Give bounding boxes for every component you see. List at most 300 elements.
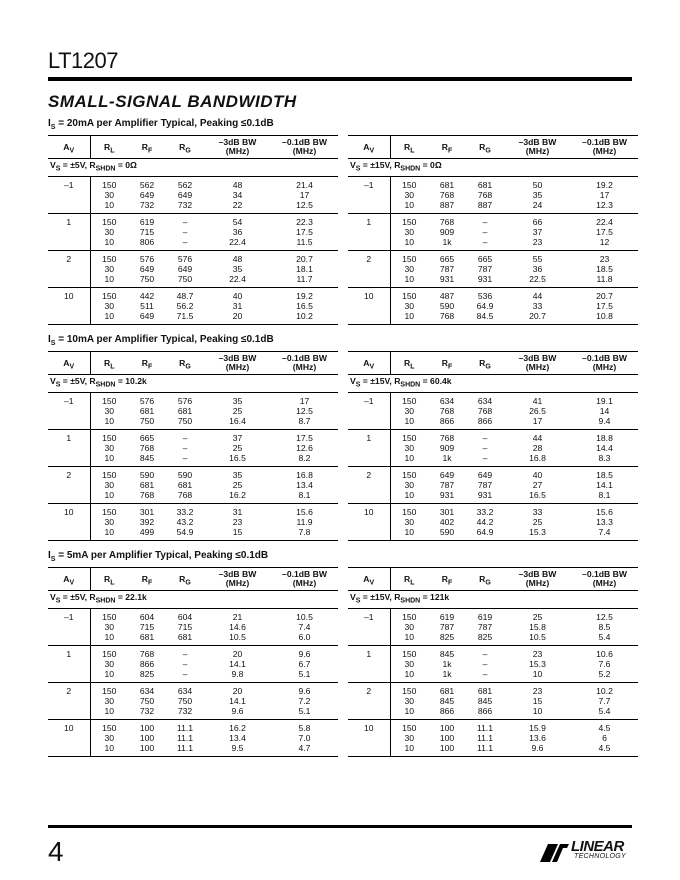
cell-01db-bw: 11.5 bbox=[296, 236, 313, 247]
header-av-sub: V bbox=[69, 148, 75, 155]
cell-rf: 887 bbox=[439, 199, 455, 210]
cell-rl: 150 bbox=[102, 611, 117, 622]
bandwidth-table bbox=[48, 567, 338, 757]
cell-3db-bw: 55 bbox=[532, 253, 543, 264]
cell-rl: 150 bbox=[402, 179, 417, 190]
supply-condition bbox=[48, 591, 338, 609]
header-01db-bw-line2: (MHz) bbox=[592, 362, 617, 372]
header-av-main: A bbox=[63, 574, 70, 585]
cell-rl: 30 bbox=[104, 263, 115, 274]
cell-01db-bw: 13.4 bbox=[296, 479, 313, 490]
header-rf-sub: F bbox=[147, 580, 153, 587]
cell-av bbox=[348, 416, 390, 430]
header-rf bbox=[428, 136, 466, 159]
header-av bbox=[48, 352, 90, 375]
header-av bbox=[348, 136, 390, 159]
supply-condition-row bbox=[348, 159, 638, 177]
cell-3db-bw: 15 bbox=[532, 695, 543, 706]
table-row bbox=[48, 669, 338, 683]
cell-3db-bw: 31 bbox=[232, 506, 243, 517]
header-rf bbox=[128, 136, 166, 159]
cell-3db-bw: 17 bbox=[532, 415, 543, 426]
table-header-row bbox=[48, 568, 338, 591]
cell-3db-bw: 10.5 bbox=[529, 631, 546, 642]
cell-01db-bw: 14.1 bbox=[596, 479, 613, 490]
table-row bbox=[48, 743, 338, 757]
cell-rl: 10 bbox=[104, 310, 115, 321]
cell-av bbox=[48, 517, 90, 527]
supply-condition-row bbox=[48, 591, 338, 609]
cell-01db-bw: 10.2 bbox=[596, 685, 613, 696]
cell-rl: 150 bbox=[102, 685, 117, 696]
table-row bbox=[348, 274, 638, 288]
cell-01db-bw: 7.4 bbox=[598, 526, 611, 537]
cell-rg: – bbox=[182, 648, 188, 659]
cell-3db-bw: 33 bbox=[532, 506, 543, 517]
cell-rf: 619 bbox=[139, 216, 155, 227]
table-row bbox=[48, 645, 338, 659]
table-row bbox=[348, 453, 638, 467]
cell-rg: – bbox=[182, 236, 188, 247]
cell-rg: 604 bbox=[177, 611, 193, 622]
header-rg-sub: G bbox=[185, 148, 191, 155]
cell-3db-bw: 37 bbox=[532, 226, 543, 237]
cell-3db-bw: 23 bbox=[232, 516, 243, 527]
header-rg-main: R bbox=[479, 358, 486, 369]
table-row bbox=[48, 250, 338, 264]
cell-rf: 768 bbox=[139, 442, 155, 453]
cell-av: –1 bbox=[48, 176, 90, 190]
header-av-main: A bbox=[363, 358, 370, 369]
cell-av bbox=[48, 200, 90, 214]
table-row bbox=[48, 490, 338, 504]
table-row bbox=[348, 227, 638, 237]
cell-01db-bw: 4.7 bbox=[298, 742, 311, 753]
cell-rf: 787 bbox=[439, 479, 455, 490]
cell-av: 10 bbox=[48, 719, 90, 733]
cell-av bbox=[48, 274, 90, 288]
cell-01db-bw: 7.8 bbox=[298, 526, 311, 537]
rshdn-sub: SHDN bbox=[95, 165, 116, 173]
cell-3db-bw: 25 bbox=[532, 516, 543, 527]
cell-01db-bw: 7.0 bbox=[298, 732, 311, 743]
gain-group bbox=[348, 608, 638, 645]
header-rf-sub: F bbox=[447, 580, 453, 587]
header-av-sub: V bbox=[369, 364, 375, 371]
cell-01db-bw: 7.4 bbox=[298, 621, 311, 632]
condition-prefix: I bbox=[48, 550, 51, 561]
cell-rl: 150 bbox=[402, 253, 417, 264]
header-01db-bw-line1: –0.1dB BW bbox=[582, 569, 627, 579]
cell-rg: 787 bbox=[477, 621, 493, 632]
cell-av: 2 bbox=[348, 682, 390, 696]
table-row bbox=[48, 237, 338, 251]
table-row bbox=[48, 301, 338, 311]
cell-rf: 825 bbox=[139, 668, 155, 679]
cell-av bbox=[48, 490, 90, 504]
cell-av bbox=[48, 632, 90, 646]
vs-label: V bbox=[350, 592, 356, 602]
cell-rg: 11.1 bbox=[476, 722, 494, 733]
cell-3db-bw: 9.6 bbox=[231, 705, 244, 716]
header-rg-sub: G bbox=[485, 148, 491, 155]
cell-rf: 590 bbox=[439, 300, 455, 311]
vs-label: V bbox=[350, 160, 356, 170]
cell-3db-bw: 40 bbox=[532, 469, 543, 480]
cell-av: –1 bbox=[48, 608, 90, 622]
cell-rf: 732 bbox=[139, 199, 155, 210]
cell-3db-bw: 44 bbox=[532, 432, 543, 443]
cell-rg: 787 bbox=[477, 479, 493, 490]
cell-rg: 54.9 bbox=[176, 526, 194, 537]
cell-rg: 750 bbox=[177, 273, 193, 284]
cell-rf: 576 bbox=[139, 395, 155, 406]
table-row bbox=[48, 682, 338, 696]
header-3db-bw-line1: –3dB BW bbox=[218, 353, 257, 363]
gain-group bbox=[48, 608, 338, 645]
cell-av bbox=[348, 200, 390, 214]
header-3db-bw-line1: –3dB BW bbox=[518, 137, 557, 147]
header-rl-sub: L bbox=[110, 148, 115, 155]
rshdn-text: = 22.1k bbox=[115, 592, 147, 602]
rshdn-sub: SHDN bbox=[400, 165, 421, 173]
cell-rl: 10 bbox=[404, 452, 415, 463]
cell-01db-bw: 5.1 bbox=[298, 705, 311, 716]
header-rg-main: R bbox=[479, 142, 486, 153]
cell-01db-bw: 19.2 bbox=[596, 179, 613, 190]
header-av-main: A bbox=[363, 574, 370, 585]
cell-rg: 787 bbox=[477, 263, 493, 274]
table-row bbox=[348, 608, 638, 622]
table-row bbox=[348, 311, 638, 325]
header-rg-sub: G bbox=[185, 580, 191, 587]
cell-rf: 649 bbox=[439, 469, 455, 480]
header-01db-bw-line2: (MHz) bbox=[592, 578, 617, 588]
cell-rf: 681 bbox=[439, 179, 455, 190]
table-row bbox=[348, 466, 638, 480]
table-row bbox=[348, 719, 638, 733]
cell-rg: 649 bbox=[177, 263, 193, 274]
header-01db-bw-line1: –0.1dB BW bbox=[582, 353, 627, 363]
header-rl bbox=[390, 352, 428, 375]
table-row bbox=[348, 416, 638, 430]
cell-av bbox=[48, 301, 90, 311]
cell-01db-bw: 16.5 bbox=[296, 300, 313, 311]
cell-rl: 30 bbox=[404, 226, 415, 237]
gain-group bbox=[48, 682, 338, 719]
table-row bbox=[348, 659, 638, 669]
cell-3db-bw: 22.5 bbox=[529, 273, 546, 284]
cell-01db-bw: 7.2 bbox=[298, 695, 311, 706]
header-rl-main: R bbox=[404, 574, 411, 585]
gain-group bbox=[348, 176, 638, 213]
cell-rl: 150 bbox=[102, 395, 117, 406]
cell-av: –1 bbox=[48, 392, 90, 406]
cell-01db-bw: 17.5 bbox=[296, 432, 313, 443]
header-rf-sub: F bbox=[147, 148, 153, 155]
header-3db-bw bbox=[204, 352, 271, 375]
gain-group bbox=[48, 429, 338, 466]
cell-rl: 10 bbox=[104, 742, 115, 753]
cell-rg: – bbox=[182, 668, 188, 679]
cell-av bbox=[48, 443, 90, 453]
cell-3db-bw: 44 bbox=[532, 290, 543, 301]
cell-rf: 619 bbox=[439, 611, 455, 622]
cell-01db-bw: 8.3 bbox=[598, 452, 611, 463]
cell-av bbox=[348, 274, 390, 288]
cell-rf: 931 bbox=[439, 489, 455, 500]
cell-3db-bw: 23 bbox=[532, 648, 543, 659]
header-rf bbox=[128, 568, 166, 591]
table-row bbox=[348, 250, 638, 264]
table-row bbox=[348, 406, 638, 416]
table-row bbox=[48, 659, 338, 669]
header-rf bbox=[428, 352, 466, 375]
cell-rg: 33.2 bbox=[176, 506, 194, 517]
cell-01db-bw: 9.6 bbox=[298, 685, 311, 696]
cell-rl: 150 bbox=[402, 506, 417, 517]
cell-3db-bw: 13.6 bbox=[529, 732, 546, 743]
cell-av: 2 bbox=[48, 466, 90, 480]
cell-rg: 590 bbox=[177, 469, 193, 480]
table-row bbox=[48, 527, 338, 541]
cell-rf: 866 bbox=[439, 415, 455, 426]
footer-rule bbox=[48, 825, 632, 828]
gain-group bbox=[48, 176, 338, 213]
table-header-row bbox=[48, 352, 338, 375]
vs-text: = ±15V, R bbox=[360, 376, 401, 386]
cell-av bbox=[48, 527, 90, 541]
header-01db-bw bbox=[271, 568, 338, 591]
table-row bbox=[348, 190, 638, 200]
vs-label: V bbox=[50, 592, 56, 602]
cell-rl: 10 bbox=[104, 526, 115, 537]
header-3db-bw bbox=[204, 568, 271, 591]
table-row bbox=[348, 645, 638, 659]
cell-rg: 866 bbox=[477, 705, 493, 716]
cell-3db-bw: 20 bbox=[232, 685, 243, 696]
cell-3db-bw: 27 bbox=[532, 479, 543, 490]
cell-rl: 10 bbox=[104, 631, 115, 642]
header-rg-main: R bbox=[179, 358, 186, 369]
cell-rl: 10 bbox=[404, 526, 415, 537]
cell-01db-bw: 8.5 bbox=[598, 621, 611, 632]
header-av-sub: V bbox=[69, 580, 75, 587]
cell-rg: 931 bbox=[477, 489, 493, 500]
cell-rg: 750 bbox=[177, 415, 193, 426]
header-rl-sub: L bbox=[110, 580, 115, 587]
cell-rg: 732 bbox=[177, 705, 193, 716]
cell-01db-bw: 5.4 bbox=[598, 631, 611, 642]
cell-3db-bw: 33 bbox=[532, 300, 543, 311]
cell-av: 2 bbox=[348, 466, 390, 480]
vs-text: = ±15V, R bbox=[360, 592, 401, 602]
header-rf-sub: F bbox=[447, 148, 453, 155]
cell-01db-bw: 6 bbox=[602, 732, 607, 743]
cell-rf: 768 bbox=[139, 648, 155, 659]
header-av bbox=[48, 136, 90, 159]
cell-01db-bw: 22.4 bbox=[596, 216, 613, 227]
cell-rl: 10 bbox=[104, 199, 115, 210]
header-3db-bw bbox=[504, 352, 571, 375]
cell-rl: 10 bbox=[104, 273, 115, 284]
lt-logo-icon bbox=[538, 840, 570, 864]
header-01db-bw-line1: –0.1dB BW bbox=[582, 137, 627, 147]
cell-rg: – bbox=[482, 216, 488, 227]
cell-3db-bw: 54 bbox=[232, 216, 243, 227]
cell-rf: 487 bbox=[439, 290, 455, 301]
table-row bbox=[348, 443, 638, 453]
cell-rf: 402 bbox=[439, 516, 455, 527]
table-row bbox=[48, 200, 338, 214]
cell-rg: – bbox=[182, 442, 188, 453]
cell-rl: 10 bbox=[104, 668, 115, 679]
cell-rf: 768 bbox=[439, 310, 455, 321]
header-3db-bw-line1: –3dB BW bbox=[218, 569, 257, 579]
cell-rf: 562 bbox=[139, 179, 155, 190]
supply-condition bbox=[348, 375, 638, 393]
cell-rl: 30 bbox=[404, 658, 415, 669]
cell-01db-bw: 18.1 bbox=[296, 263, 313, 274]
cell-01db-bw: 15.6 bbox=[596, 506, 613, 517]
header-rl-main: R bbox=[104, 358, 111, 369]
vs-sub: S bbox=[55, 597, 61, 605]
cell-01db-bw: 5.1 bbox=[298, 668, 311, 679]
supply-condition-row bbox=[48, 375, 338, 393]
cell-av bbox=[348, 622, 390, 632]
gain-group bbox=[348, 429, 638, 466]
table-row bbox=[348, 287, 638, 301]
cell-rl: 150 bbox=[102, 253, 117, 264]
cell-rf: 576 bbox=[139, 253, 155, 264]
bandwidth-table bbox=[348, 567, 638, 757]
cell-rl: 30 bbox=[104, 442, 115, 453]
cell-3db-bw: 25 bbox=[532, 611, 543, 622]
cell-rf: 665 bbox=[439, 253, 455, 264]
cell-01db-bw: 10.2 bbox=[296, 310, 313, 321]
cell-rf: 681 bbox=[139, 479, 155, 490]
cell-rg: 71.5 bbox=[176, 310, 194, 321]
cell-rf: 715 bbox=[139, 226, 155, 237]
table-row bbox=[48, 466, 338, 480]
header-rg bbox=[466, 568, 504, 591]
cell-av: 1 bbox=[348, 429, 390, 443]
cell-3db-bw: 22.4 bbox=[229, 236, 246, 247]
cell-av bbox=[48, 453, 90, 467]
table-row bbox=[348, 429, 638, 443]
condition-text: = 5mA per Amplifier Typical, Peaking ≤0.1dB bbox=[55, 550, 269, 561]
cell-rl: 150 bbox=[102, 469, 117, 480]
table-header-row bbox=[348, 136, 638, 159]
cell-rf: 100 bbox=[439, 722, 455, 733]
gain-group bbox=[48, 719, 338, 756]
cell-rg: 681 bbox=[177, 479, 193, 490]
table-row bbox=[48, 733, 338, 743]
cell-av bbox=[348, 706, 390, 720]
condition-prefix: I bbox=[48, 118, 51, 129]
vs-label: V bbox=[350, 376, 356, 386]
supply-condition bbox=[48, 375, 338, 393]
cell-3db-bw: 36 bbox=[532, 263, 543, 274]
cell-rg: – bbox=[482, 658, 488, 669]
cell-3db-bw: 15.9 bbox=[529, 722, 546, 733]
cell-01db-bw: 7.6 bbox=[598, 658, 611, 669]
cell-av bbox=[48, 190, 90, 200]
cell-rl: 10 bbox=[404, 631, 415, 642]
cell-rl: 150 bbox=[102, 648, 117, 659]
cell-3db-bw: 16.5 bbox=[529, 489, 546, 500]
header-av-main: A bbox=[63, 358, 70, 369]
header-rg bbox=[466, 352, 504, 375]
header-01db-bw bbox=[571, 136, 638, 159]
cell-av: 2 bbox=[48, 250, 90, 264]
cell-rl: 150 bbox=[102, 216, 117, 227]
header-rule bbox=[48, 77, 632, 81]
cell-rl: 150 bbox=[402, 290, 417, 301]
cell-3db-bw: 36 bbox=[232, 226, 243, 237]
table-row bbox=[348, 480, 638, 490]
header-rl bbox=[90, 568, 128, 591]
cell-01db-bw: 7.7 bbox=[598, 695, 611, 706]
cell-rg: 866 bbox=[477, 415, 493, 426]
cell-01db-bw: 17 bbox=[299, 189, 310, 200]
condition-prefix: I bbox=[48, 334, 51, 345]
table-row bbox=[48, 406, 338, 416]
table-header-row bbox=[48, 136, 338, 159]
vs-text: = ±5V, R bbox=[60, 160, 96, 170]
cell-av: 10 bbox=[348, 287, 390, 301]
cell-rg: 64.9 bbox=[476, 526, 494, 537]
cell-01db-bw: 10.5 bbox=[296, 611, 313, 622]
cell-3db-bw: 23 bbox=[532, 236, 543, 247]
table-row bbox=[48, 274, 338, 288]
rshdn-sub: SHDN bbox=[400, 381, 421, 389]
cell-01db-bw: 11.8 bbox=[596, 273, 613, 284]
header-3db-bw-line2: (MHz) bbox=[225, 578, 250, 588]
cell-3db-bw: 41 bbox=[532, 395, 543, 406]
table-row bbox=[348, 682, 638, 696]
cell-rf: 1k bbox=[442, 236, 452, 247]
bandwidth-table bbox=[48, 135, 338, 325]
cell-rf: 100 bbox=[439, 742, 455, 753]
cell-av bbox=[348, 743, 390, 757]
cell-01db-bw: 23 bbox=[599, 253, 610, 264]
cell-rf: 590 bbox=[439, 526, 455, 537]
cell-rf: 768 bbox=[439, 216, 455, 227]
supply-condition-row bbox=[348, 375, 638, 393]
rshdn-text: = 10.2k bbox=[115, 376, 147, 386]
cell-rl: 30 bbox=[404, 300, 415, 311]
rshdn-text: = 0Ω bbox=[115, 160, 137, 170]
header-rg-main: R bbox=[479, 574, 486, 585]
cell-rf: 715 bbox=[139, 621, 155, 632]
cell-01db-bw: 9.6 bbox=[298, 648, 311, 659]
cell-rf: 681 bbox=[139, 631, 155, 642]
header-rl-sub: L bbox=[110, 364, 115, 371]
cell-3db-bw: 15.3 bbox=[529, 658, 546, 669]
cell-av: –1 bbox=[348, 608, 390, 622]
cell-rg: 825 bbox=[477, 631, 493, 642]
cell-01db-bw: 10.6 bbox=[596, 648, 613, 659]
gain-group bbox=[348, 287, 638, 324]
table-row bbox=[348, 743, 638, 757]
gain-group bbox=[348, 392, 638, 429]
condition-text: = 20mA per Amplifier Typical, Peaking ≤0.1dB bbox=[55, 118, 274, 129]
header-3db-bw bbox=[504, 568, 571, 591]
cell-01db-bw: 11.9 bbox=[296, 516, 313, 527]
header-01db-bw-line1: –0.1dB BW bbox=[282, 137, 327, 147]
cell-rl: 150 bbox=[402, 216, 417, 227]
